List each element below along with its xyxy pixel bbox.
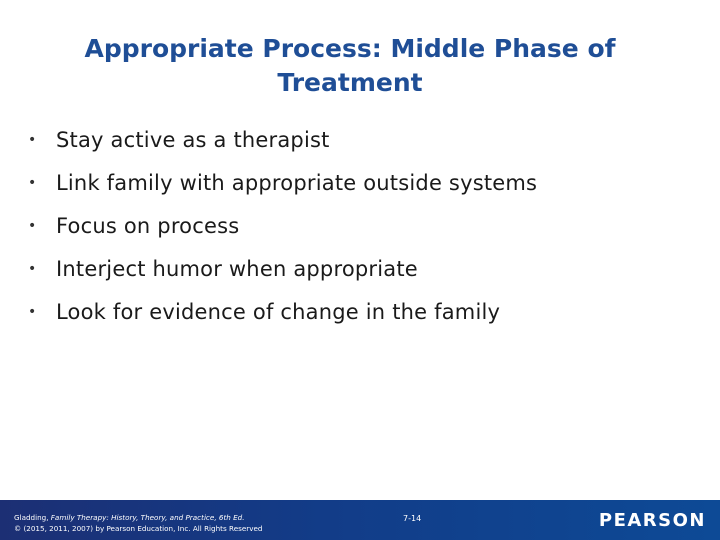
bullet-item (28, 247, 688, 290)
bullet-text: Look for evidence of change in the family (56, 299, 501, 324)
bullet-text: Focus on process (56, 213, 240, 238)
bullet-item (28, 118, 688, 161)
bullet-item (28, 161, 688, 204)
citation-edition: , 6th Ed. (214, 513, 245, 522)
bullet-icon: • (28, 303, 37, 320)
bullet-text: Interject humor when appropriate (56, 256, 418, 281)
citation-book-title: Family Therapy: History, Theory, and Practice (50, 513, 215, 522)
pearson-logo: PEARSON (598, 510, 706, 531)
bullet-text: Stay active as a therapist (56, 127, 330, 152)
bullet-icon: • (28, 131, 37, 148)
bullet-item (28, 204, 688, 247)
copyright-line: © (2015, 2011, 2007) by Pearson Education, Inc. All Rights Reserved (14, 524, 263, 533)
bullet-list (28, 118, 688, 333)
slide-title: Appropriate Process: Middle Phase of Treatment (84, 34, 616, 97)
bullet-icon: • (28, 217, 37, 234)
bullet-icon: • (28, 174, 37, 191)
bullet-item (28, 290, 688, 333)
citation-line (14, 512, 262, 523)
footer-bar (0, 500, 720, 540)
page-number: 7-14 (403, 514, 422, 523)
bullet-icon: • (28, 260, 37, 277)
citation-author: Gladding, (14, 513, 51, 522)
footer-citation (14, 512, 262, 534)
bullet-text: Link family with appropriate outside systems (56, 170, 538, 195)
